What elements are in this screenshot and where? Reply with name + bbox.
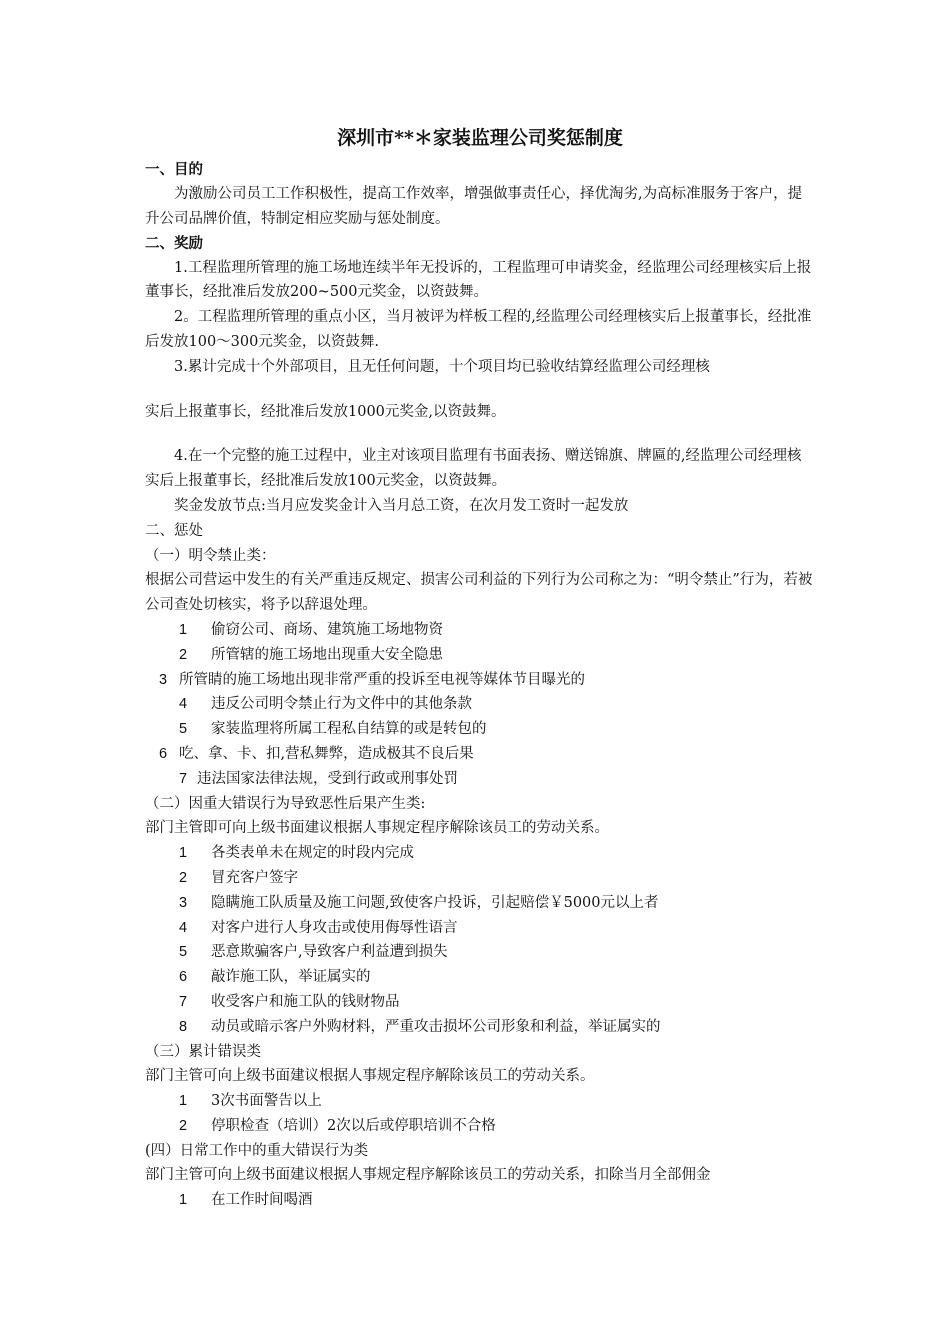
list-item-text: 违法国家法律法规，受到行政或刑事处罚 [197,770,458,787]
reward-item-1: 1.工程监理所管理的施工场地连续半年无投诉的，工程监理可申请奖金，经监理公司经理核实后上报董事长，经批准后发放200~500元奖金，以资鼓舞。 [145,259,812,301]
section-heading-rewards: 二、奖励 [145,234,203,252]
list-item [145,916,815,941]
group-4-list [145,1188,815,1213]
list-item-text: 所管睛的施工场地出现非常严重的投诉至电视等媒体节目曝光的 [179,671,585,688]
group-1-list [145,618,815,792]
list-item [145,668,815,693]
group-2-desc: 部门主管即可向上级书面建议根据人事规定程序解除该员工的劳动关系。 [145,820,609,837]
group-4-desc: 部门主管可向上级书面建议根据人事规定程序解除该员工的劳动关系，扣除当月全部佣金 [145,1167,711,1184]
group-3-title: （三）累计错误类 [145,1043,261,1060]
document-title: 深圳市**＊家装监理公司奖惩制度 [337,127,623,149]
list-item-text: 恶意欺骗客户,导致客户利益遭到损失 [211,944,448,961]
group-3-list [145,1089,815,1139]
reward-item-4: 4.在一个完整的施工过程中，业主对该项目监理有书面表扬、赠送锦旗、牌匾的,经监理公司经理核实后上报董事长，经批准后发放100元奖金，以资鼓舞。 [145,448,802,490]
list-item [145,940,815,965]
list-item-number: 1 [179,845,188,862]
list-item-text: 收受客户和施工队的钱财物品 [211,993,400,1010]
list-item [145,692,815,717]
list-item [145,1015,815,1040]
group-3-desc: 部门主管可向上级书面建议根据人事规定程序解除该员工的劳动关系。 [145,1068,595,1085]
list-item-number: 7 [179,993,188,1010]
document-body [145,118,815,1213]
section-heading-purpose: 一、目的 [145,161,203,178]
list-item [145,990,815,1015]
list-item-number: 5 [179,944,188,961]
list-item-number: 8 [179,1018,188,1035]
list-item [145,1089,815,1114]
list-item [145,767,815,792]
list-item-text: 在工作时间喝酒 [211,1192,313,1209]
list-item [145,742,815,767]
list-item-number: 7 [179,770,188,787]
list-item [145,841,815,866]
list-item-text: 吃、拿、卡、扣,营私舞弊，造成极其不良后果 [179,745,474,762]
reward-item-3-line2: 实后上报董事长，经批准后发放1000元奖金,以资鼓舞。 [145,403,506,420]
list-item-text: 冒充客户签字 [211,869,298,886]
reward-item-2: 2。工程监理所管理的重点小区，当月被评为样板工程的,经监理公司经理核实后上报董事长，经批准后发放100～300元奖金，以资鼓舞. [145,309,812,350]
group-2-title: （二）因重大错误行为导致恶性后果产生类: [145,795,426,812]
list-item-text: 动员或暗示客户外购材料，严重攻击损坏公司形象和利益，举证属实的 [211,1018,661,1035]
list-item-number: 4 [179,919,188,936]
list-item [145,965,815,990]
list-item-text: 敲诈施工队，举证属实的 [211,969,371,986]
list-item-text: 3次书面警告以上 [211,1093,322,1110]
purpose-paragraph: 为激励公司员工工作积极性，提高工作效率，增强做事责任心，择优淘劣,为高标准服务于客户，提升公司品牌价值，特制定相应奖励与惩处制度。 [145,186,803,227]
list-item-number: 2 [179,1117,188,1134]
list-item-number: 1 [179,1192,188,1209]
list-item [145,891,815,916]
group-4-title: (四）日常工作中的重大错误行为类 [145,1142,369,1159]
group-2-list [145,841,815,1039]
reward-payment-node: 奖金发放节点:当月应发奖金计入当月总工资，在次月发工资时一起发放 [174,497,629,514]
list-item-number: 2 [179,646,188,663]
list-item-number: 2 [179,869,188,886]
reward-item-3-line1: 3.累计完成十个外部项目，且无任何问题，十个项目均已验收结算经监理公司经理核 [174,358,710,375]
list-item-number: 1 [179,1093,188,1110]
list-item-text: 家装监理将所属工程私自结算的或是转包的 [211,721,487,738]
list-item-text: 停职检查（培训）2次以后或停职培训不合格 [211,1117,496,1134]
list-item-text: 违反公司明令禁止行为文件中的其他条款 [211,696,472,713]
list-item [145,1188,815,1213]
section-heading-penalties: 二、惩处 [145,522,203,539]
list-item [145,643,815,668]
list-item-number: 1 [179,621,188,638]
list-item-number: 4 [179,696,188,713]
list-item-text: 偷窃公司、商场、建筑施工场地物资 [211,621,443,638]
list-item-number: 6 [159,745,168,762]
list-item-text: 所管辖的施工场地出现重大安全隐患 [211,646,443,663]
list-item-text: 隐瞒施工队质量及施工问题,致使客户投诉，引起赔偿￥5000元以上者 [211,894,659,911]
list-item-text: 对客户进行人身攻击或使用侮辱性语言 [211,919,458,936]
list-item-text: 各类表单未在规定的时段内完成 [211,845,414,862]
list-item-number: 3 [159,671,168,688]
list-item [145,1114,815,1139]
group-1-title: （一）明令禁止类： [145,547,276,564]
list-item-number: 5 [179,721,188,738]
list-item-number: 3 [179,894,188,911]
group-1-desc: 根据公司营运中发生的有关严重违反规定、损害公司利益的下列行为公司称之为：“明令禁止”行为，若被公司查处切核实，将予以辞退处理。 [145,572,813,614]
list-item [145,618,815,643]
list-item [145,717,815,742]
list-item [145,866,815,891]
list-item-number: 6 [179,969,188,986]
